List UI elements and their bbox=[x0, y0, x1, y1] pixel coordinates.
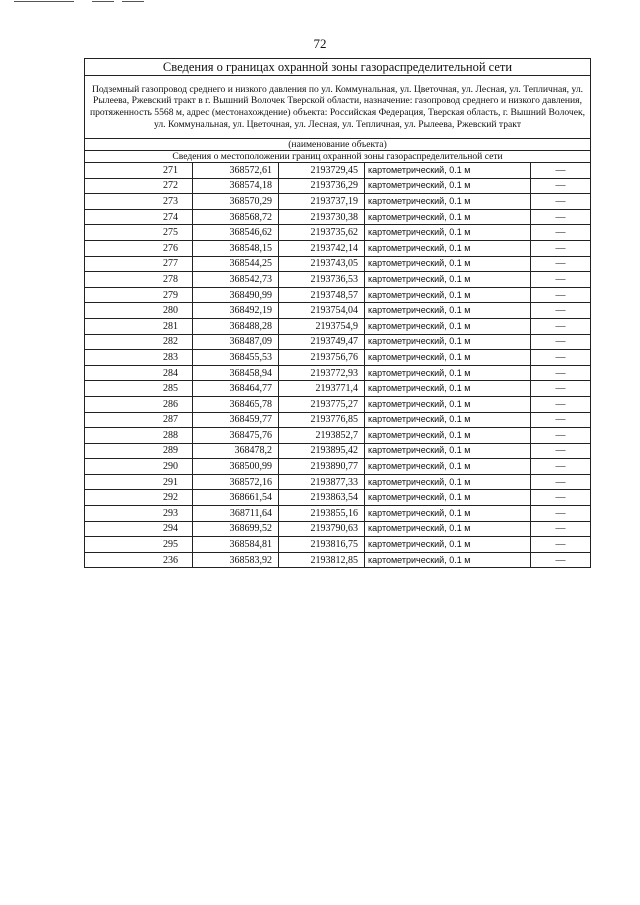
coord-y: 2193743,05 bbox=[279, 256, 365, 272]
table-row bbox=[85, 381, 591, 397]
method: картометрический, 0.1 м bbox=[365, 209, 531, 225]
coord-x: 368570,29 bbox=[193, 194, 279, 210]
coord-x: 368464,77 bbox=[193, 381, 279, 397]
point-number: 283 bbox=[85, 350, 193, 366]
point-number: 284 bbox=[85, 365, 193, 381]
point-number: 287 bbox=[85, 412, 193, 428]
coord-y: 2193736,53 bbox=[279, 272, 365, 288]
method: картометрический, 0.1 м bbox=[365, 537, 531, 553]
note: — bbox=[531, 428, 591, 444]
note: — bbox=[531, 225, 591, 241]
table-row bbox=[85, 474, 591, 490]
point-number: 282 bbox=[85, 334, 193, 350]
coord-x: 368458,94 bbox=[193, 365, 279, 381]
note: — bbox=[531, 490, 591, 506]
coord-y: 2193729,45 bbox=[279, 163, 365, 179]
caption-row bbox=[85, 139, 591, 151]
coord-x: 368500,99 bbox=[193, 459, 279, 475]
table-row bbox=[85, 272, 591, 288]
note: — bbox=[531, 194, 591, 210]
point-number: 273 bbox=[85, 194, 193, 210]
point-number: 293 bbox=[85, 506, 193, 522]
table-row bbox=[85, 552, 591, 568]
note: — bbox=[531, 506, 591, 522]
coord-x: 368542,73 bbox=[193, 272, 279, 288]
table-row bbox=[85, 428, 591, 444]
object-description: Подземный газопровод среднего и низкого давления по ул. Коммунальная, ул. Цветочная, ул. Лесная, ул. Тепличная, ул. Рылеева, Ржевский тракт в г. Вышний Волочек Тверской области, назначение: газопровод среднего и низкого давления, протяженность 5568 м, адрес (местонахождение) объекта: Российская Федерация, Тверская область, г. Вышний Волочек, ул. Коммунальная, ул. Цветочная, ул. Лесная, ул. Тепличная, ул. Рылеева, Ржевский тракт bbox=[85, 76, 591, 139]
coord-y: 2193756,76 bbox=[279, 350, 365, 366]
point-number: 276 bbox=[85, 240, 193, 256]
table-row bbox=[85, 318, 591, 334]
coord-x: 368699,52 bbox=[193, 521, 279, 537]
note: — bbox=[531, 521, 591, 537]
note: — bbox=[531, 256, 591, 272]
coord-y: 2193754,04 bbox=[279, 303, 365, 319]
note: — bbox=[531, 303, 591, 319]
method: картометрический, 0.1 м bbox=[365, 256, 531, 272]
coord-x: 368548,15 bbox=[193, 240, 279, 256]
coord-y: 2193754,9 bbox=[279, 318, 365, 334]
coord-x: 368661,54 bbox=[193, 490, 279, 506]
point-number: 288 bbox=[85, 428, 193, 444]
note: — bbox=[531, 552, 591, 568]
document-title: Сведения о границах охранной зоны газораспределительной сети bbox=[85, 59, 591, 76]
method: картометрический, 0.1 м bbox=[365, 396, 531, 412]
point-number: 285 bbox=[85, 381, 193, 397]
method: картометрический, 0.1 м bbox=[365, 521, 531, 537]
method: картометрический, 0.1 м bbox=[365, 490, 531, 506]
note: — bbox=[531, 365, 591, 381]
point-number: 236 bbox=[85, 552, 193, 568]
coord-y: 2193735,62 bbox=[279, 225, 365, 241]
note: — bbox=[531, 474, 591, 490]
method: картометрический, 0.1 м bbox=[365, 350, 531, 366]
method: картометрический, 0.1 м bbox=[365, 365, 531, 381]
scan-edge-marks bbox=[0, 0, 640, 4]
coord-y: 2193736,29 bbox=[279, 178, 365, 194]
coord-x: 368488,28 bbox=[193, 318, 279, 334]
coord-x: 368584,81 bbox=[193, 537, 279, 553]
note: — bbox=[531, 350, 591, 366]
coord-x: 368475,76 bbox=[193, 428, 279, 444]
point-number: 278 bbox=[85, 272, 193, 288]
method: картометрический, 0.1 м bbox=[365, 225, 531, 241]
coord-y: 2193852,7 bbox=[279, 428, 365, 444]
method: картометрический, 0.1 м bbox=[365, 412, 531, 428]
point-number: 291 bbox=[85, 474, 193, 490]
point-number: 292 bbox=[85, 490, 193, 506]
point-number: 295 bbox=[85, 537, 193, 553]
note: — bbox=[531, 381, 591, 397]
note: — bbox=[531, 459, 591, 475]
boundary-table bbox=[84, 58, 591, 568]
point-number: 277 bbox=[85, 256, 193, 272]
page-number: 72 bbox=[313, 36, 327, 51]
coord-x: 368459,77 bbox=[193, 412, 279, 428]
table-row bbox=[85, 178, 591, 194]
coord-y: 2193742,14 bbox=[279, 240, 365, 256]
coord-y: 2193816,75 bbox=[279, 537, 365, 553]
point-number: 275 bbox=[85, 225, 193, 241]
coord-x: 368572,16 bbox=[193, 474, 279, 490]
table-row bbox=[85, 256, 591, 272]
method: картометрический, 0.1 м bbox=[365, 381, 531, 397]
method: картометрический, 0.1 м bbox=[365, 428, 531, 444]
method: картометрический, 0.1 м bbox=[365, 303, 531, 319]
table-row bbox=[85, 365, 591, 381]
coord-x: 368711,64 bbox=[193, 506, 279, 522]
table-row bbox=[85, 334, 591, 350]
note: — bbox=[531, 240, 591, 256]
note: — bbox=[531, 396, 591, 412]
table-row bbox=[85, 396, 591, 412]
coord-y: 2193772,93 bbox=[279, 365, 365, 381]
table-row bbox=[85, 163, 591, 179]
method: картометрический, 0.1 м bbox=[365, 163, 531, 179]
method: картометрический, 0.1 м bbox=[365, 443, 531, 459]
description-row bbox=[85, 76, 591, 139]
coord-y: 2193737,19 bbox=[279, 194, 365, 210]
note: — bbox=[531, 209, 591, 225]
note: — bbox=[531, 163, 591, 179]
note: — bbox=[531, 178, 591, 194]
coord-x: 368574,18 bbox=[193, 178, 279, 194]
coord-x: 368546,62 bbox=[193, 225, 279, 241]
coord-y: 2193749,47 bbox=[279, 334, 365, 350]
coord-x: 368455,53 bbox=[193, 350, 279, 366]
coord-x: 368583,92 bbox=[193, 552, 279, 568]
title-row bbox=[85, 59, 591, 76]
method: картометрический, 0.1 м bbox=[365, 287, 531, 303]
coord-y: 2193730,38 bbox=[279, 209, 365, 225]
coord-y: 2193812,85 bbox=[279, 552, 365, 568]
table-row bbox=[85, 194, 591, 210]
method: картометрический, 0.1 м bbox=[365, 552, 531, 568]
note: — bbox=[531, 272, 591, 288]
note: — bbox=[531, 287, 591, 303]
table-row bbox=[85, 537, 591, 553]
point-number: 294 bbox=[85, 521, 193, 537]
table-row bbox=[85, 225, 591, 241]
method: картометрический, 0.1 м bbox=[365, 334, 531, 350]
coord-y: 2193771,4 bbox=[279, 381, 365, 397]
coord-y: 2193775,27 bbox=[279, 396, 365, 412]
coord-y: 2193790,63 bbox=[279, 521, 365, 537]
coord-y: 2193748,57 bbox=[279, 287, 365, 303]
table-row bbox=[85, 521, 591, 537]
coord-y: 2193877,33 bbox=[279, 474, 365, 490]
point-number: 280 bbox=[85, 303, 193, 319]
coord-y: 2193863,54 bbox=[279, 490, 365, 506]
table-row bbox=[85, 443, 591, 459]
table-row bbox=[85, 490, 591, 506]
note: — bbox=[531, 537, 591, 553]
method: картометрический, 0.1 м bbox=[365, 506, 531, 522]
point-number: 290 bbox=[85, 459, 193, 475]
point-number: 274 bbox=[85, 209, 193, 225]
coord-x: 368490,99 bbox=[193, 287, 279, 303]
coord-y: 2193890,77 bbox=[279, 459, 365, 475]
coord-y: 2193895,42 bbox=[279, 443, 365, 459]
note: — bbox=[531, 443, 591, 459]
method: картометрический, 0.1 м bbox=[365, 474, 531, 490]
point-number: 271 bbox=[85, 163, 193, 179]
point-number: 286 bbox=[85, 396, 193, 412]
method: картометрический, 0.1 м bbox=[365, 240, 531, 256]
note: — bbox=[531, 318, 591, 334]
method: картометрический, 0.1 м bbox=[365, 318, 531, 334]
coord-x: 368568,72 bbox=[193, 209, 279, 225]
coord-x: 368572,61 bbox=[193, 163, 279, 179]
coord-y: 2193776,85 bbox=[279, 412, 365, 428]
coord-x: 368492,19 bbox=[193, 303, 279, 319]
table-row bbox=[85, 412, 591, 428]
method: картометрический, 0.1 м bbox=[365, 459, 531, 475]
table-row bbox=[85, 459, 591, 475]
coord-y: 2193855,16 bbox=[279, 506, 365, 522]
table-row bbox=[85, 303, 591, 319]
table-row bbox=[85, 350, 591, 366]
table-row bbox=[85, 506, 591, 522]
object-caption: (наименование объекта) bbox=[85, 139, 591, 151]
point-number: 289 bbox=[85, 443, 193, 459]
method: картометрический, 0.1 м bbox=[365, 194, 531, 210]
coord-x: 368478,2 bbox=[193, 443, 279, 459]
table-row bbox=[85, 209, 591, 225]
coord-x: 368487,09 bbox=[193, 334, 279, 350]
method: картометрический, 0.1 м bbox=[365, 178, 531, 194]
table-row bbox=[85, 287, 591, 303]
coord-x: 368465,78 bbox=[193, 396, 279, 412]
section-title: Сведения о местоположении границ охранной зоны газораспределительной сети bbox=[85, 151, 591, 163]
section-row bbox=[85, 151, 591, 163]
note: — bbox=[531, 334, 591, 350]
note: — bbox=[531, 412, 591, 428]
coord-x: 368544,25 bbox=[193, 256, 279, 272]
table-row bbox=[85, 240, 591, 256]
point-number: 279 bbox=[85, 287, 193, 303]
point-number: 272 bbox=[85, 178, 193, 194]
point-number: 281 bbox=[85, 318, 193, 334]
method: картометрический, 0.1 м bbox=[365, 272, 531, 288]
